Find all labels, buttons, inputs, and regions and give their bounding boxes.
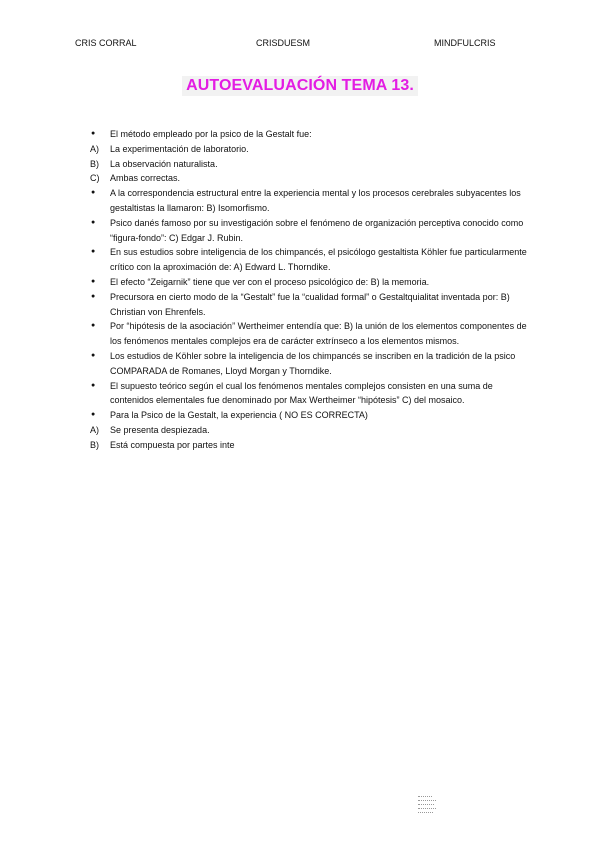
- item-text: El método empleado por la psico de la Gestalt fue:: [110, 129, 312, 139]
- item-text: La experimentación de laboratorio.: [110, 143, 249, 154]
- question-item: [90, 127, 530, 142]
- bullet-icon: ●: [91, 218, 96, 226]
- question-item: [90, 186, 530, 216]
- bullet-icon: ●: [91, 351, 96, 359]
- question-item: [90, 275, 530, 290]
- question-item: [90, 245, 530, 275]
- item-text: Psico danés famoso por su investigación sobre el fenómeno de organización perceptiva conocido como “figura-fondo”: C) Edgar J. Rubin.: [110, 217, 524, 243]
- question-list: [90, 127, 530, 453]
- item-text: A la correspondencia estructural entre la experiencia mental y los procesos cerebrales subyacentes los gestaltistas la llamaron: B) Isomorfismo.: [110, 188, 521, 213]
- answer-option: [90, 157, 530, 172]
- option-letter: A): [90, 424, 99, 435]
- option-letter: B): [90, 158, 99, 169]
- item-text: Por “hipótesis de la asociación” Wertheimer entendía que: B) la unión de los elementos componentes de los fenómenos mentales complejos era de carácter extrínseco a los elementos mismos.: [110, 321, 527, 347]
- bullet-icon: ●: [91, 322, 96, 330]
- item-text: Precursora en cierto modo de la “Gestalt” fue la “cualidad formal” o Gestaltquialitat inventada por: B) Christian von Ehrenfels.: [110, 291, 510, 317]
- question-item: [90, 216, 530, 246]
- bullet-icon: ●: [91, 411, 96, 419]
- answer-option: [90, 423, 530, 438]
- answer-option: [90, 171, 530, 186]
- document-title: AUTOEVALUACIÓN TEMA 13.: [182, 76, 418, 96]
- header-left-text: CRIS CORRAL: [75, 38, 137, 48]
- bullet-icon: ●: [91, 292, 96, 300]
- item-text: El efecto “Zeigarnik” tiene que ver con el proceso psicológico de: B) la memoria.: [110, 276, 430, 287]
- item-text: En sus estudios sobre inteligencia de los chimpancés, el psicólogo gestaltista Köhler fue particularmente crítico con la aproximación de: A) Edward L. Thorndike.: [110, 247, 527, 273]
- item-text: Para la Psico de la Gestalt, la experiencia ( NO ES CORRECTA): [110, 410, 368, 421]
- item-text: La observación naturalista.: [110, 158, 218, 169]
- item-text: El supuesto teórico según el cual los fenómenos mentales complejos consisten en una suma de contenidos elementales fue denominado por Max Wertheimer “hipótesis” C) del mosaico.: [110, 380, 493, 406]
- item-text: Los estudios de Köhler sobre la inteligencia de los chimpancés se inscriben en la tradición de la psico COMPARADA de Romanes, Lloyd Morgan y Thorndike.: [110, 350, 516, 376]
- question-item: [90, 319, 530, 349]
- header-center-text: CRISDUESM: [256, 38, 311, 48]
- option-letter: B): [90, 439, 99, 450]
- bullet-icon: ●: [91, 381, 96, 389]
- header-right-text: MINDFULCRIS: [434, 38, 496, 48]
- answer-option: [90, 438, 530, 453]
- option-letter: C): [90, 173, 100, 184]
- question-item: [90, 379, 530, 409]
- page-header: [0, 38, 600, 52]
- document-title-container: [0, 76, 600, 96]
- option-letter: A): [90, 143, 99, 154]
- answer-option: [90, 142, 530, 157]
- bullet-icon: ●: [91, 277, 96, 285]
- watermark-stamp: [418, 796, 442, 815]
- bullet-icon: ●: [91, 130, 96, 137]
- question-item: [90, 290, 530, 320]
- item-text: Ambas correctas.: [110, 173, 181, 184]
- item-text: Está compuesta por partes inte: [110, 439, 235, 450]
- item-text: Se presenta despiezada.: [110, 424, 210, 435]
- question-item: [90, 408, 530, 423]
- bullet-icon: ●: [91, 189, 96, 197]
- question-item: [90, 349, 530, 379]
- bullet-icon: ●: [91, 248, 96, 256]
